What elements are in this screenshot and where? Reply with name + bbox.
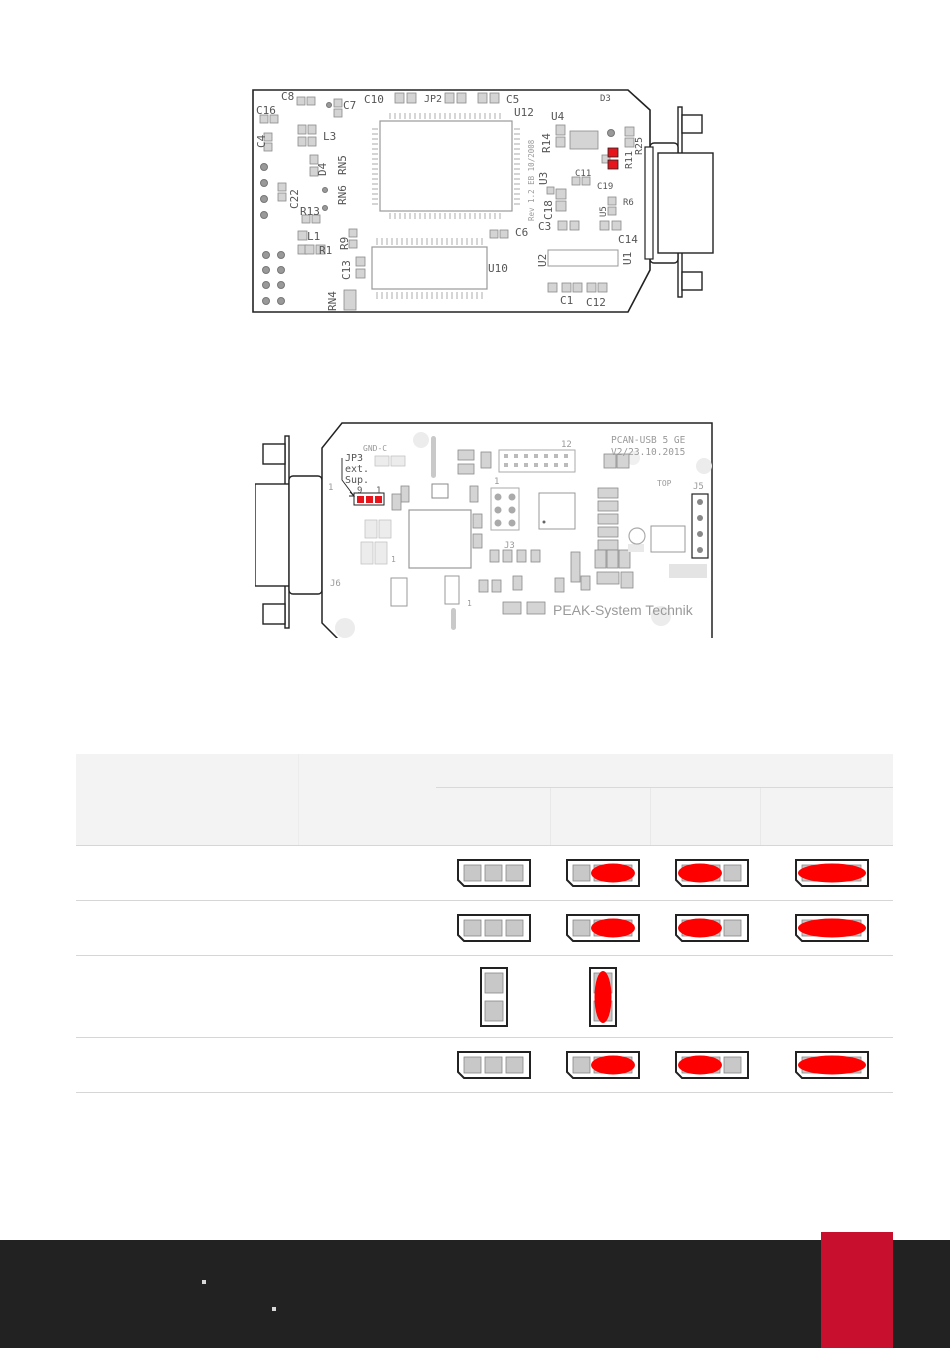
label-l1: L1	[307, 230, 321, 243]
label-j5: J5	[693, 482, 704, 492]
table-header	[76, 754, 893, 846]
table-cell	[777, 901, 887, 955]
label-brand: PEAK-System Technik	[553, 602, 693, 618]
label-c18: C18	[542, 200, 555, 220]
label-j3: J3	[504, 541, 515, 551]
jumper-block-right	[565, 1050, 641, 1080]
jumper-pin	[485, 1001, 503, 1021]
jumper-block-left	[674, 913, 750, 943]
label-m2: 1	[467, 599, 472, 608]
label-r25: R25	[634, 136, 645, 155]
label-version: V2/23.10.2015	[611, 447, 686, 458]
label-pin-12: 12	[561, 440, 572, 450]
jumper-cap	[591, 919, 635, 938]
table-cell	[439, 901, 549, 955]
label-rn4: RN4	[326, 291, 339, 311]
label-c3: C3	[538, 220, 552, 233]
label-c6: C6	[515, 226, 529, 239]
label-u5: U5	[599, 206, 609, 217]
footer-bullet	[272, 1307, 276, 1311]
footer-bullet	[202, 1280, 206, 1284]
jumper-pin	[464, 865, 481, 881]
label-c4: C4	[255, 134, 268, 148]
jumper-block-none	[456, 1050, 532, 1080]
table-cell	[657, 901, 767, 955]
label-c16: C16	[256, 104, 276, 117]
dsub-connector-top	[645, 107, 713, 297]
jumper-pin	[724, 920, 741, 936]
jumper-cap	[591, 1056, 635, 1075]
label-u10: U10	[488, 262, 508, 275]
label-l3: L3	[323, 130, 337, 143]
table-cell	[657, 1038, 767, 1092]
jumper-vertical-open	[479, 966, 509, 1028]
label-c7: C7	[343, 99, 357, 112]
jumper-pin	[485, 920, 502, 936]
label-c19: C19	[597, 182, 614, 192]
table-cell	[439, 956, 549, 1037]
table-cell	[548, 1038, 658, 1092]
label-c1: C1	[560, 294, 574, 307]
table-row	[76, 901, 893, 956]
ic-u12	[372, 113, 520, 219]
label-r11: R11	[624, 150, 635, 169]
label-rn6: RN6	[336, 185, 349, 205]
label-jp3: JP3	[345, 453, 364, 464]
jumper-cap	[678, 864, 722, 883]
jumper-block-left	[674, 1050, 750, 1080]
table-cell	[439, 1038, 549, 1092]
jumper-pin	[724, 865, 741, 881]
label-j6: J6	[330, 579, 341, 589]
table-cell	[548, 956, 658, 1037]
label-pin-1: 1	[376, 486, 382, 496]
label-top: TOP	[657, 479, 672, 488]
label-rn5: RN5	[336, 155, 349, 175]
jumper-pin	[506, 865, 523, 881]
label-c10: C10	[364, 93, 384, 106]
label-c8: C8	[281, 90, 295, 103]
pcb-bottom-view	[255, 418, 725, 638]
label-r1: R1	[319, 244, 333, 257]
jumper-pin	[573, 1057, 590, 1073]
jumper-pin	[506, 1057, 523, 1073]
label-m1: 1	[391, 555, 396, 564]
jumper-pin	[485, 1057, 502, 1073]
jumper-cap	[678, 1056, 722, 1075]
jumper-pin	[573, 920, 590, 936]
jumper-block-right	[565, 858, 641, 888]
jumper-block-all	[794, 913, 870, 943]
pcb-top-view	[250, 85, 720, 320]
label-c14: C14	[618, 233, 638, 246]
jumper-vertical-closed	[588, 966, 618, 1028]
label-r6: R6	[623, 198, 634, 208]
table-cell	[439, 846, 549, 900]
jumper-block-all	[794, 1050, 870, 1080]
label-u12: U12	[514, 106, 534, 119]
page-number-tab	[821, 1232, 893, 1348]
label-c12: C12	[586, 296, 606, 309]
table-body	[76, 846, 893, 1093]
jumper-pin	[573, 865, 590, 881]
label-c11: C11	[575, 169, 592, 179]
table-row	[76, 1038, 893, 1093]
table-row	[76, 846, 893, 901]
label-jp2: JP2	[424, 94, 443, 105]
jumper-cap	[798, 1056, 866, 1075]
label-pin-9: 9	[357, 486, 363, 496]
label-r9: R9	[338, 236, 351, 250]
label-model: PCAN-USB 5 GE	[611, 435, 686, 446]
table-cell	[548, 901, 658, 955]
label-r14: R14	[540, 133, 553, 153]
jumper-pin	[464, 920, 481, 936]
page-footer	[0, 1240, 950, 1348]
label-pin-1b: 1	[494, 477, 500, 487]
jumper-settings-table	[76, 754, 893, 1093]
jumper-block-none	[456, 858, 532, 888]
jumper-cap	[678, 919, 722, 938]
table-cell	[548, 846, 658, 900]
jumper-block-none	[456, 913, 532, 943]
label-d3: D3	[600, 94, 611, 104]
label-u2: U2	[536, 253, 549, 267]
jumper-pin	[464, 1057, 481, 1073]
label-u1: U1	[621, 251, 634, 265]
jumper-cap	[798, 919, 866, 938]
label-c22: C22	[288, 189, 301, 209]
jumper-pin	[485, 865, 502, 881]
label-one-left: 1	[328, 483, 334, 493]
jumper-block-left	[674, 858, 750, 888]
label-gnd-c: GND-C	[363, 444, 388, 453]
label-u4: U4	[551, 110, 565, 123]
jumper-pin	[724, 1057, 741, 1073]
jumper-pin	[485, 973, 503, 993]
jumper-block-all	[794, 858, 870, 888]
jumper-cap	[595, 971, 612, 1023]
label-rev: Rev 1.2 EB 10/2008	[527, 139, 536, 221]
table-row	[76, 956, 893, 1038]
jumper-cap	[591, 864, 635, 883]
jumper-pin	[506, 920, 523, 936]
label-d4: D4	[316, 162, 329, 176]
label-jp3-ext: ext.	[345, 464, 370, 475]
table-cell	[657, 846, 767, 900]
jumper-cap	[798, 864, 866, 883]
label-c13: C13	[340, 260, 353, 280]
jumper-block-right	[565, 913, 641, 943]
table-cell	[777, 1038, 887, 1092]
label-jp3-sup: Sup.	[345, 475, 370, 486]
dsub-connector-bottom	[255, 436, 322, 628]
label-c5: C5	[506, 93, 520, 106]
label-u3: U3	[537, 171, 550, 185]
label-r13: R13	[300, 205, 320, 218]
table-cell	[777, 846, 887, 900]
